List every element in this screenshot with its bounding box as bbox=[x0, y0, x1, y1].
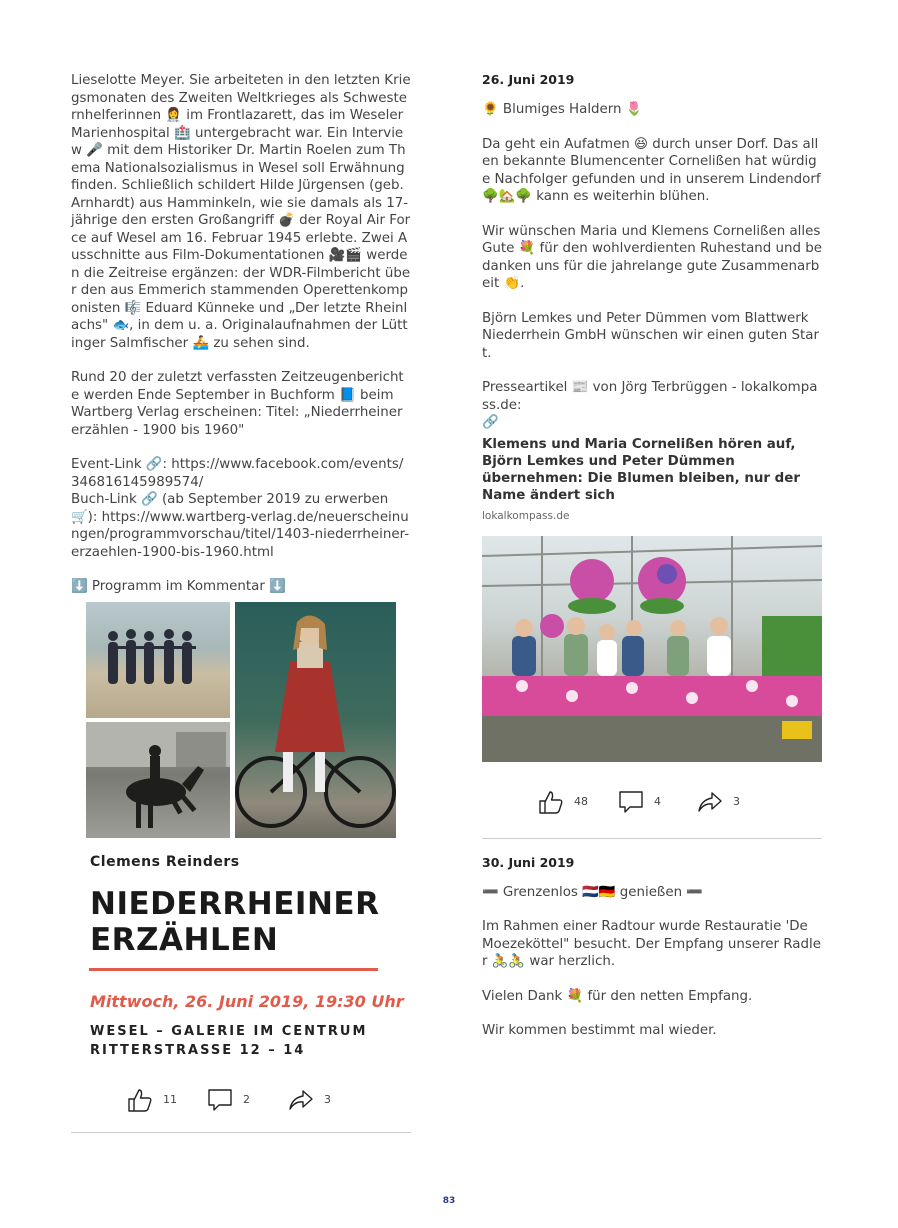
post-heading: ➖ Grenzenlos 🇳🇱🇩🇪 genießen ➖ bbox=[482, 884, 704, 900]
post-paragraph: Lieselotte Meyer. Sie arbeiteten in den letzten Kriegsmonaten des Zweiten Weltkrieges als Schwesternhelferinnen 👩‍⚕️ im Frontlazarett, das im Weseler Marienhospital 🏥 untergebracht war. Ein Interview 🎤 mit dem Historiker Dr. Martin Roelen zum Thema Nationalsozialismus in Wesel soll Erwähnung finden. Schließlich schildert Hilde Jürgensen (geb. Arnhardt) aus Hamminkeln, wie sie damals als 17-jährige den ersten Großangriff 💣 der Royal Air Force auf Wesel am 16. Februar 1945 erlebte. Zwei Ausschnitte aus Film-Dokumentationen 🎥🎬 werden die Zeitreise ergänzen: der WDR-Filmbericht über den aus Emmerich stammenden Operettenkomponisten 🎼 Eduard Künneke und „Der letzte Rheinlachs" 🐟, in dem u. a. Originalaufnahmen der Lüttinger Salmfischer 🚣 zu sehen sind. bbox=[71, 73, 411, 351]
poster-author: Clemens Reinders bbox=[90, 853, 240, 870]
post-paragraph: Rund 20 der zuletzt verfassten Zeitzeugenberichte werden Ende September in Buchform 📘 beim Wartberg Verlag erscheinen: Titel: „Niederrheiner erzählen - 1900 bis 1960" bbox=[71, 370, 407, 438]
post-paragraph: Im Rahmen einer Radtour wurde Restauratie 'De Moezeköttel" besucht. Der Empfang unserer Radler 🚴🚴 war herzlich. bbox=[482, 919, 821, 969]
article-source[interactable]: lokalkompass.de bbox=[482, 509, 570, 522]
reaction-bar bbox=[538, 782, 822, 822]
poster-venue-line: WESEL – GALERIE IM CENTRUM bbox=[90, 1023, 368, 1039]
right-column bbox=[482, 62, 825, 1057]
share-button[interactable] bbox=[697, 790, 740, 814]
horse-rider-photo bbox=[86, 722, 230, 838]
poster-divider bbox=[89, 968, 378, 971]
post-date: 26. Juni 2019 bbox=[482, 72, 575, 87]
comment-count: 4 bbox=[654, 795, 661, 808]
share-count: 3 bbox=[324, 1093, 331, 1106]
post-paragraph: Wir wünschen Maria und Klemens Cornelißen alles Gute 💐 für den wohlverdienten Ruhestand und bedanken uns für die jahrelange gute Zusammenarbeit 👏. bbox=[482, 223, 825, 291]
share-icon bbox=[288, 1088, 314, 1112]
like-count: 48 bbox=[574, 795, 588, 808]
comment-icon bbox=[207, 1088, 233, 1112]
post-paragraph: ⬇️ Programm im Kommentar ⬇️ bbox=[71, 579, 286, 594]
share-count: 3 bbox=[733, 795, 740, 808]
beach-photo bbox=[86, 602, 230, 718]
post-divider bbox=[71, 1132, 411, 1133]
reaction-bar bbox=[127, 1080, 411, 1120]
girl-bicycle-photo bbox=[235, 602, 396, 838]
poster-title-line: ERZÄHLEN bbox=[90, 921, 279, 958]
comment-button[interactable] bbox=[618, 790, 661, 814]
comment-icon bbox=[618, 790, 644, 814]
post-heading: 🌻 Blumiges Haldern 🌷 bbox=[482, 102, 643, 117]
like-button[interactable] bbox=[127, 1088, 177, 1112]
left-column bbox=[71, 62, 411, 1133]
poster-venue-line: RITTERSTRASSE 12 – 14 bbox=[90, 1042, 306, 1058]
post-paragraph: Björn Lemkes und Peter Dümmen vom Blattwerk Niederrhein GmbH wünschen wir einen guten Start. bbox=[482, 310, 819, 361]
post-divider bbox=[482, 838, 822, 839]
like-count: 11 bbox=[163, 1093, 177, 1106]
post-paragraph: Vielen Dank 💐 für den netten Empfang. bbox=[482, 988, 753, 1004]
poster-title-line: NIEDERRHEINER bbox=[90, 885, 380, 922]
page-number: 83 bbox=[442, 1196, 456, 1206]
post-paragraph: Da geht ein Aufatmen 😆 durch unser Dorf. Das allen bekannte Blumencenter Cornelißen hat würdige Nachfolger gefunden und in unserem Lindendorf 🌳🏡🌳 kann es weiterhin blühen. bbox=[482, 136, 825, 204]
event-poster bbox=[86, 602, 411, 1072]
thumbs-up-icon bbox=[127, 1088, 153, 1112]
share-icon bbox=[697, 790, 723, 814]
poster-title bbox=[90, 886, 379, 958]
comment-button[interactable] bbox=[207, 1088, 250, 1112]
thumbs-up-icon bbox=[538, 790, 564, 814]
flower-shop-photo bbox=[482, 536, 822, 762]
like-button[interactable] bbox=[538, 790, 588, 814]
post-paragraph: Presseartikel 📰 von Jörg Terbrüggen - lokalkompass.de: 🔗 bbox=[482, 380, 818, 430]
poster-venue bbox=[90, 1022, 367, 1060]
post-date: 30. Juni 2019 bbox=[482, 854, 575, 870]
post-paragraph: Wir kommen bestimmt mal wieder. bbox=[482, 1023, 717, 1038]
comment-count: 2 bbox=[243, 1093, 250, 1106]
post-links[interactable]: Event-Link 🔗: https://www.facebook.com/events/346816145989574/ Buch-Link 🔗 (ab September 2019 zu erwerben 🛒): https://www.wartberg-verlag.de/neuerscheinungen/programmvorschau/titel/1403-niederrheiner-erzaehlen-1900-bis-1960.html bbox=[71, 457, 410, 560]
share-button[interactable] bbox=[288, 1088, 331, 1112]
article-link-title[interactable]: Klemens und Maria Cornelißen hören auf, Björn Lemkes und Peter Dümmen übernehmen: Die Blumen bleiben, nur der Name ändert sich bbox=[482, 436, 800, 503]
poster-date: Mittwoch, 26. Juni 2019, 19:30 Uhr bbox=[90, 991, 404, 1011]
